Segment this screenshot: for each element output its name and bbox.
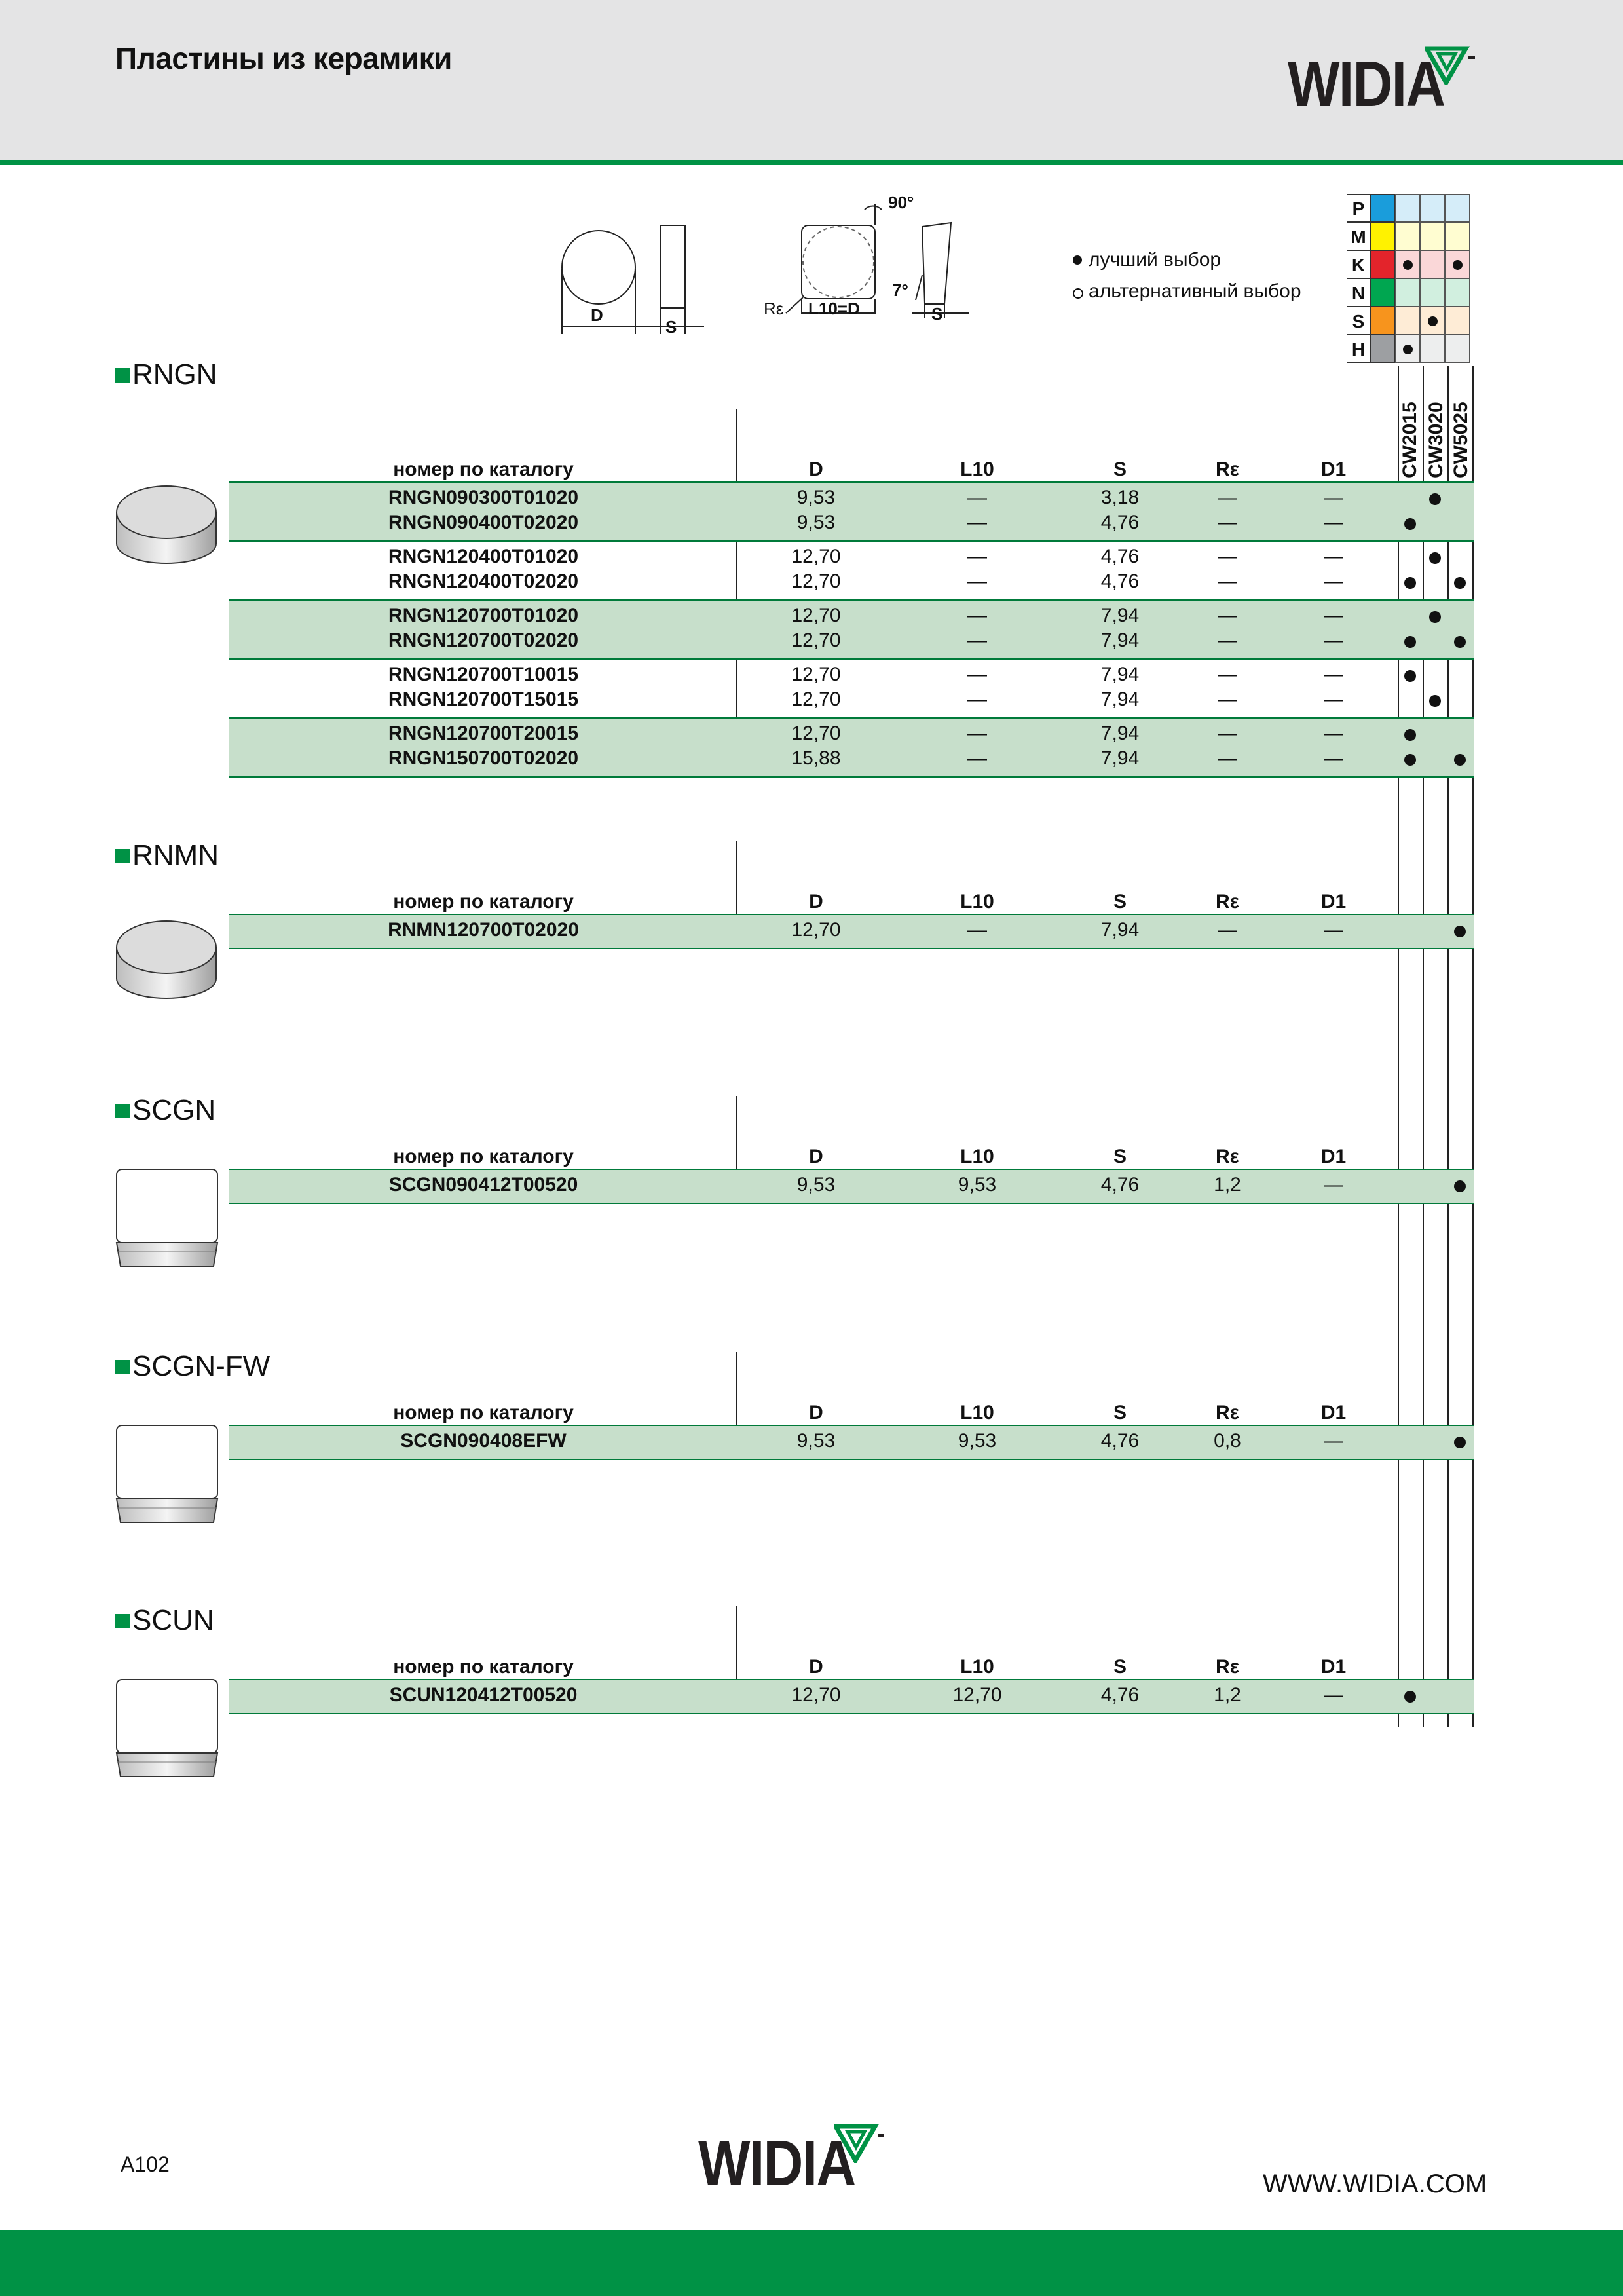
row-group-rule [229,1169,1474,1170]
iso-grade-cell [1395,194,1420,222]
column-header-s: S [1113,1146,1127,1167]
cell-re: — [1218,919,1237,941]
row-group-rule [229,599,1474,601]
logo-triangle-icon [1425,46,1478,85]
cell-l10: 9,53 [958,1174,997,1195]
best-choice-dot-icon [1454,1180,1466,1192]
cell-s: 7,94 [1100,723,1140,744]
section-square-icon [115,1104,130,1118]
best-choice-dot-icon [1404,729,1416,741]
footer-logo-wordmark: WIDIA [698,2127,855,2199]
row-group-rule [229,1425,1474,1426]
diagram-label-s: S [665,317,677,337]
cell-d: 9,53 [796,487,836,508]
catalog-number: RNGN090400T02020 [388,512,579,533]
column-header-catalog: номер по каталогу [393,459,574,480]
column-header-catalog: номер по каталогу [393,1402,574,1423]
section-title-text: SCGN-FW [132,1350,270,1382]
cell-l10: — [967,571,987,592]
cell-s: 4,76 [1100,1174,1140,1195]
iso-grade-cell [1445,194,1470,222]
square-insert-icon [111,1424,223,1535]
column-header-s: S [1113,1656,1127,1678]
cell-d: 9,53 [796,1174,836,1195]
cell-s: 4,76 [1100,512,1140,533]
catalog-number: SCGN090408EFW [400,1430,567,1452]
cell-d1: — [1324,571,1343,592]
best-choice-dot-icon [1429,493,1441,505]
cell-re: — [1218,571,1237,592]
cell-l10: — [967,630,987,651]
iso-grade-cell-tint [1396,307,1419,334]
cell-re: — [1218,487,1237,508]
section-title-text: SCUN [132,1604,214,1636]
cell-re: — [1218,688,1237,710]
cell-l10: — [967,919,987,941]
column-header-s: S [1113,1402,1127,1423]
iso-grade-cell [1420,250,1445,278]
iso-group-color-swatch [1370,222,1395,250]
column-header-d: D [809,891,823,913]
cell-d: 12,70 [791,664,841,685]
iso-grade-cell-tint [1446,279,1469,306]
footer-logo-triangle-icon [834,2124,887,2163]
cell-d: 15,88 [791,747,841,769]
cell-re: — [1218,512,1237,533]
iso-grade-cell [1445,222,1470,250]
cell-s: 7,94 [1100,664,1140,685]
cell-s: 4,76 [1100,1684,1140,1706]
section-title-text: SCGN [132,1094,216,1126]
iso-grade-cell-tint [1421,195,1444,221]
cell-d: 12,70 [791,630,841,651]
iso-grade-cell [1395,278,1420,307]
iso-group-color-swatch [1370,250,1395,278]
cell-d1: — [1324,546,1343,567]
best-choice-dot-icon [1429,552,1441,564]
catalog-number: SCUN120412T00520 [389,1684,578,1706]
cell-re: — [1218,630,1237,651]
cell-d1: — [1324,747,1343,769]
iso-group-letter: N [1347,278,1370,307]
section-title [115,1096,215,1125]
cell-d: 12,70 [791,546,841,567]
column-header-re: Rε [1216,1402,1239,1423]
column-header-d1: D1 [1320,1656,1347,1678]
cell-l10: — [967,605,987,626]
section-title [115,841,219,870]
column-header-s: S [1113,891,1127,913]
column-header-catalog: номер по каталогу [393,891,574,913]
iso-material-matrix [1347,194,1474,366]
iso-grade-cell [1420,278,1445,307]
iso-grade-cell [1395,250,1420,278]
best-choice-dot-icon [1454,1437,1466,1448]
iso-best-choice-dot-icon [1428,316,1438,326]
legend-best-label: лучший выбор [1089,249,1222,271]
best-choice-dot-icon [1404,670,1416,682]
diagram-label-re: Rε [764,299,784,318]
iso-grade-cell [1445,250,1470,278]
square-insert-diagram [760,197,982,334]
square-insert-icon [111,1168,223,1279]
iso-grade-cell [1420,222,1445,250]
column-header-d1: D1 [1320,1402,1347,1423]
cell-d1: — [1324,512,1343,533]
iso-grade-cell-tint [1396,195,1419,221]
cell-d: 9,53 [796,1430,836,1452]
widia-logo [1288,48,1484,120]
column-header-l10: L10 [960,891,994,913]
section-title [115,360,217,389]
iso-group-letter: M [1347,222,1370,250]
section-title [115,1606,214,1635]
iso-grade-cell [1395,222,1420,250]
row-group-rule [229,776,1474,778]
cell-l10: — [967,688,987,710]
column-header-l10: L10 [960,1402,994,1423]
cell-d1: — [1324,919,1343,941]
iso-group-letter: H [1347,335,1370,363]
column-header-s: S [1113,459,1127,480]
iso-grade-cell [1395,307,1420,335]
iso-grade-cell-tint [1396,223,1419,250]
cell-l10: — [967,487,987,508]
diagram-label-d: D [591,305,603,325]
iso-grade-cell-tint [1446,223,1469,250]
iso-grade-cell-tint [1446,335,1469,362]
cell-d1: — [1324,688,1343,710]
catalog-number: RNGN120700T20015 [388,723,579,744]
diagram-label-s2: S [931,304,943,324]
best-choice-dot-icon [1404,577,1416,589]
logo-wordmark: WIDIA [1288,48,1445,120]
cell-d1: — [1324,1174,1343,1195]
iso-group-color-swatch [1370,278,1395,307]
cell-s: 3,18 [1100,487,1140,508]
footer-widia-logo [698,2127,895,2199]
legend-alternative-circle-icon [1073,288,1083,299]
row-group-rule [229,658,1474,660]
cell-re: — [1218,664,1237,685]
cell-l10: 12,70 [952,1684,1002,1706]
iso-group-letter: K [1347,250,1370,278]
cell-d: 12,70 [791,723,841,744]
column-header-l10: L10 [960,1656,994,1678]
cell-re: — [1218,546,1237,567]
cell-re: 0,8 [1214,1430,1241,1452]
cell-l10: — [967,747,987,769]
page-number: A102 [121,2153,170,2176]
cell-s: 7,94 [1100,919,1140,941]
best-choice-dot-icon [1404,636,1416,648]
grade-header-cw3020: CW3020 [1425,402,1447,478]
iso-group-letter: S [1347,307,1370,335]
cell-d1: — [1324,723,1343,744]
cell-l10: — [967,664,987,685]
legend-best-dot-icon [1073,255,1082,265]
catalog-number: RNGN120400T01020 [388,546,579,567]
cell-re: 1,2 [1214,1174,1241,1195]
section-square-icon [115,849,130,863]
catalog-number: SCGN090412T00520 [388,1174,578,1195]
section-square-icon [115,1360,130,1374]
iso-grade-cell [1445,335,1470,363]
iso-grade-cell-tint [1421,279,1444,306]
diagram-label-angle7: 7° [892,280,908,300]
catalog-number: RNGN120400T02020 [388,571,579,592]
section-title [115,1352,270,1381]
catalog-number: RNGN120700T01020 [388,605,579,626]
catalog-number: RNGN150700T02020 [388,747,579,769]
iso-grade-cell [1445,307,1470,335]
column-header-d: D [809,1146,823,1167]
catalog-number: RNGN120700T15015 [388,688,579,710]
iso-grade-cell-tint [1446,195,1469,221]
column-header-l10: L10 [960,1146,994,1167]
section-title-text: RNGN [132,358,217,390]
square-insert-icon [111,1678,223,1790]
catalog-number: RNGN120700T02020 [388,630,579,651]
cell-s: 4,76 [1100,571,1140,592]
iso-grade-cell-tint [1421,223,1444,250]
iso-grade-cell [1395,335,1420,363]
row-group-rule [229,1679,1474,1680]
column-header-re: Rε [1216,1656,1239,1678]
column-header-d1: D1 [1320,891,1347,913]
best-choice-dot-icon [1429,695,1441,707]
cell-re: 1,2 [1214,1684,1241,1706]
diagram-label-l10: L10=D [808,299,860,318]
column-header-d: D [809,1656,823,1678]
iso-grade-cell-tint [1396,279,1419,306]
row-group-rule [229,1713,1474,1714]
iso-best-choice-dot-icon [1453,260,1463,270]
column-header-re: Rε [1216,1146,1239,1167]
iso-grade-cell [1420,335,1445,363]
iso-grade-cell [1445,278,1470,307]
column-header-d1: D1 [1320,1146,1347,1167]
cell-re: — [1218,605,1237,626]
best-choice-dot-icon [1404,1691,1416,1703]
row-group-rule [229,717,1474,719]
catalog-number: RNGN120700T10015 [388,664,579,685]
section-square-icon [115,1614,130,1628]
cell-d: 12,70 [791,688,841,710]
iso-grade-cell-tint [1421,251,1444,278]
best-choice-dot-icon [1454,754,1466,766]
iso-group-color-swatch [1370,194,1395,222]
iso-group-color-swatch [1370,335,1395,363]
cell-d1: — [1324,605,1343,626]
website-link[interactable]: WWW.WIDIA.COM [1263,2170,1487,2198]
cell-s: 4,76 [1100,546,1140,567]
cell-s: 7,94 [1100,630,1140,651]
iso-best-choice-dot-icon [1403,345,1413,354]
row-group-rule [229,914,1474,915]
iso-grade-cell-tint [1421,335,1444,362]
column-header-d: D [809,1402,823,1423]
best-choice-dot-icon [1454,636,1466,648]
row-group-rule [229,481,1474,483]
cell-l10: — [967,512,987,533]
column-header-d1: D1 [1320,459,1347,480]
best-choice-dot-icon [1454,577,1466,589]
cell-d1: — [1324,664,1343,685]
cell-s: 7,94 [1100,605,1140,626]
row-group-rule [229,540,1474,542]
row-group-rule [229,948,1474,949]
footer-band [0,2230,1623,2296]
diagram-label-angle90: 90° [888,193,914,212]
best-choice-dot-icon [1404,754,1416,766]
section-square-icon [115,368,130,383]
iso-grade-cell [1420,194,1445,222]
cell-d: 9,53 [796,512,836,533]
cell-d: 12,70 [791,605,841,626]
best-choice-dot-icon [1454,926,1466,937]
catalog-number: RNMN120700T02020 [388,919,579,941]
cell-d1: — [1324,630,1343,651]
iso-group-color-swatch [1370,307,1395,335]
cell-s: 4,76 [1100,1430,1140,1452]
legend-alternative-label: альтернативный выбор [1089,280,1301,302]
iso-group-letter: P [1347,194,1370,222]
column-header-re: Rε [1216,459,1239,480]
iso-best-choice-dot-icon [1403,260,1413,270]
column-header-re: Rε [1216,891,1239,913]
round-insert-diagram [557,210,707,341]
cell-s: 7,94 [1100,747,1140,769]
cell-d1: — [1324,1684,1343,1706]
row-group-rule [229,1459,1474,1460]
catalog-number: RNGN090300T01020 [388,487,579,508]
cell-s: 7,94 [1100,688,1140,710]
cell-d1: — [1324,487,1343,508]
column-header-l10: L10 [960,459,994,480]
grade-header-cw2015: CW2015 [1399,402,1421,478]
best-choice-dot-icon [1404,518,1416,530]
column-header-catalog: номер по каталогу [393,1146,574,1167]
cell-d1: — [1324,1430,1343,1452]
cell-d: 12,70 [791,571,841,592]
cell-d: 12,70 [791,919,841,941]
cell-re: — [1218,747,1237,769]
round-insert-icon [111,913,223,1025]
column-header-d: D [809,459,823,480]
round-insert-icon [111,478,223,590]
cell-re: — [1218,723,1237,744]
column-header-catalog: номер по каталогу [393,1656,574,1678]
section-title-text: RNMN [132,839,219,871]
cell-l10: — [967,723,987,744]
row-group-rule [229,1203,1474,1204]
cell-l10: — [967,546,987,567]
page-title: Пластины из керамики [115,41,452,75]
best-choice-dot-icon [1429,611,1441,623]
iso-grade-cell-tint [1446,307,1469,334]
iso-grade-cell [1420,307,1445,335]
cell-d: 12,70 [791,1684,841,1706]
grade-header-cw5025: CW5025 [1450,402,1472,478]
cell-l10: 9,53 [958,1430,997,1452]
